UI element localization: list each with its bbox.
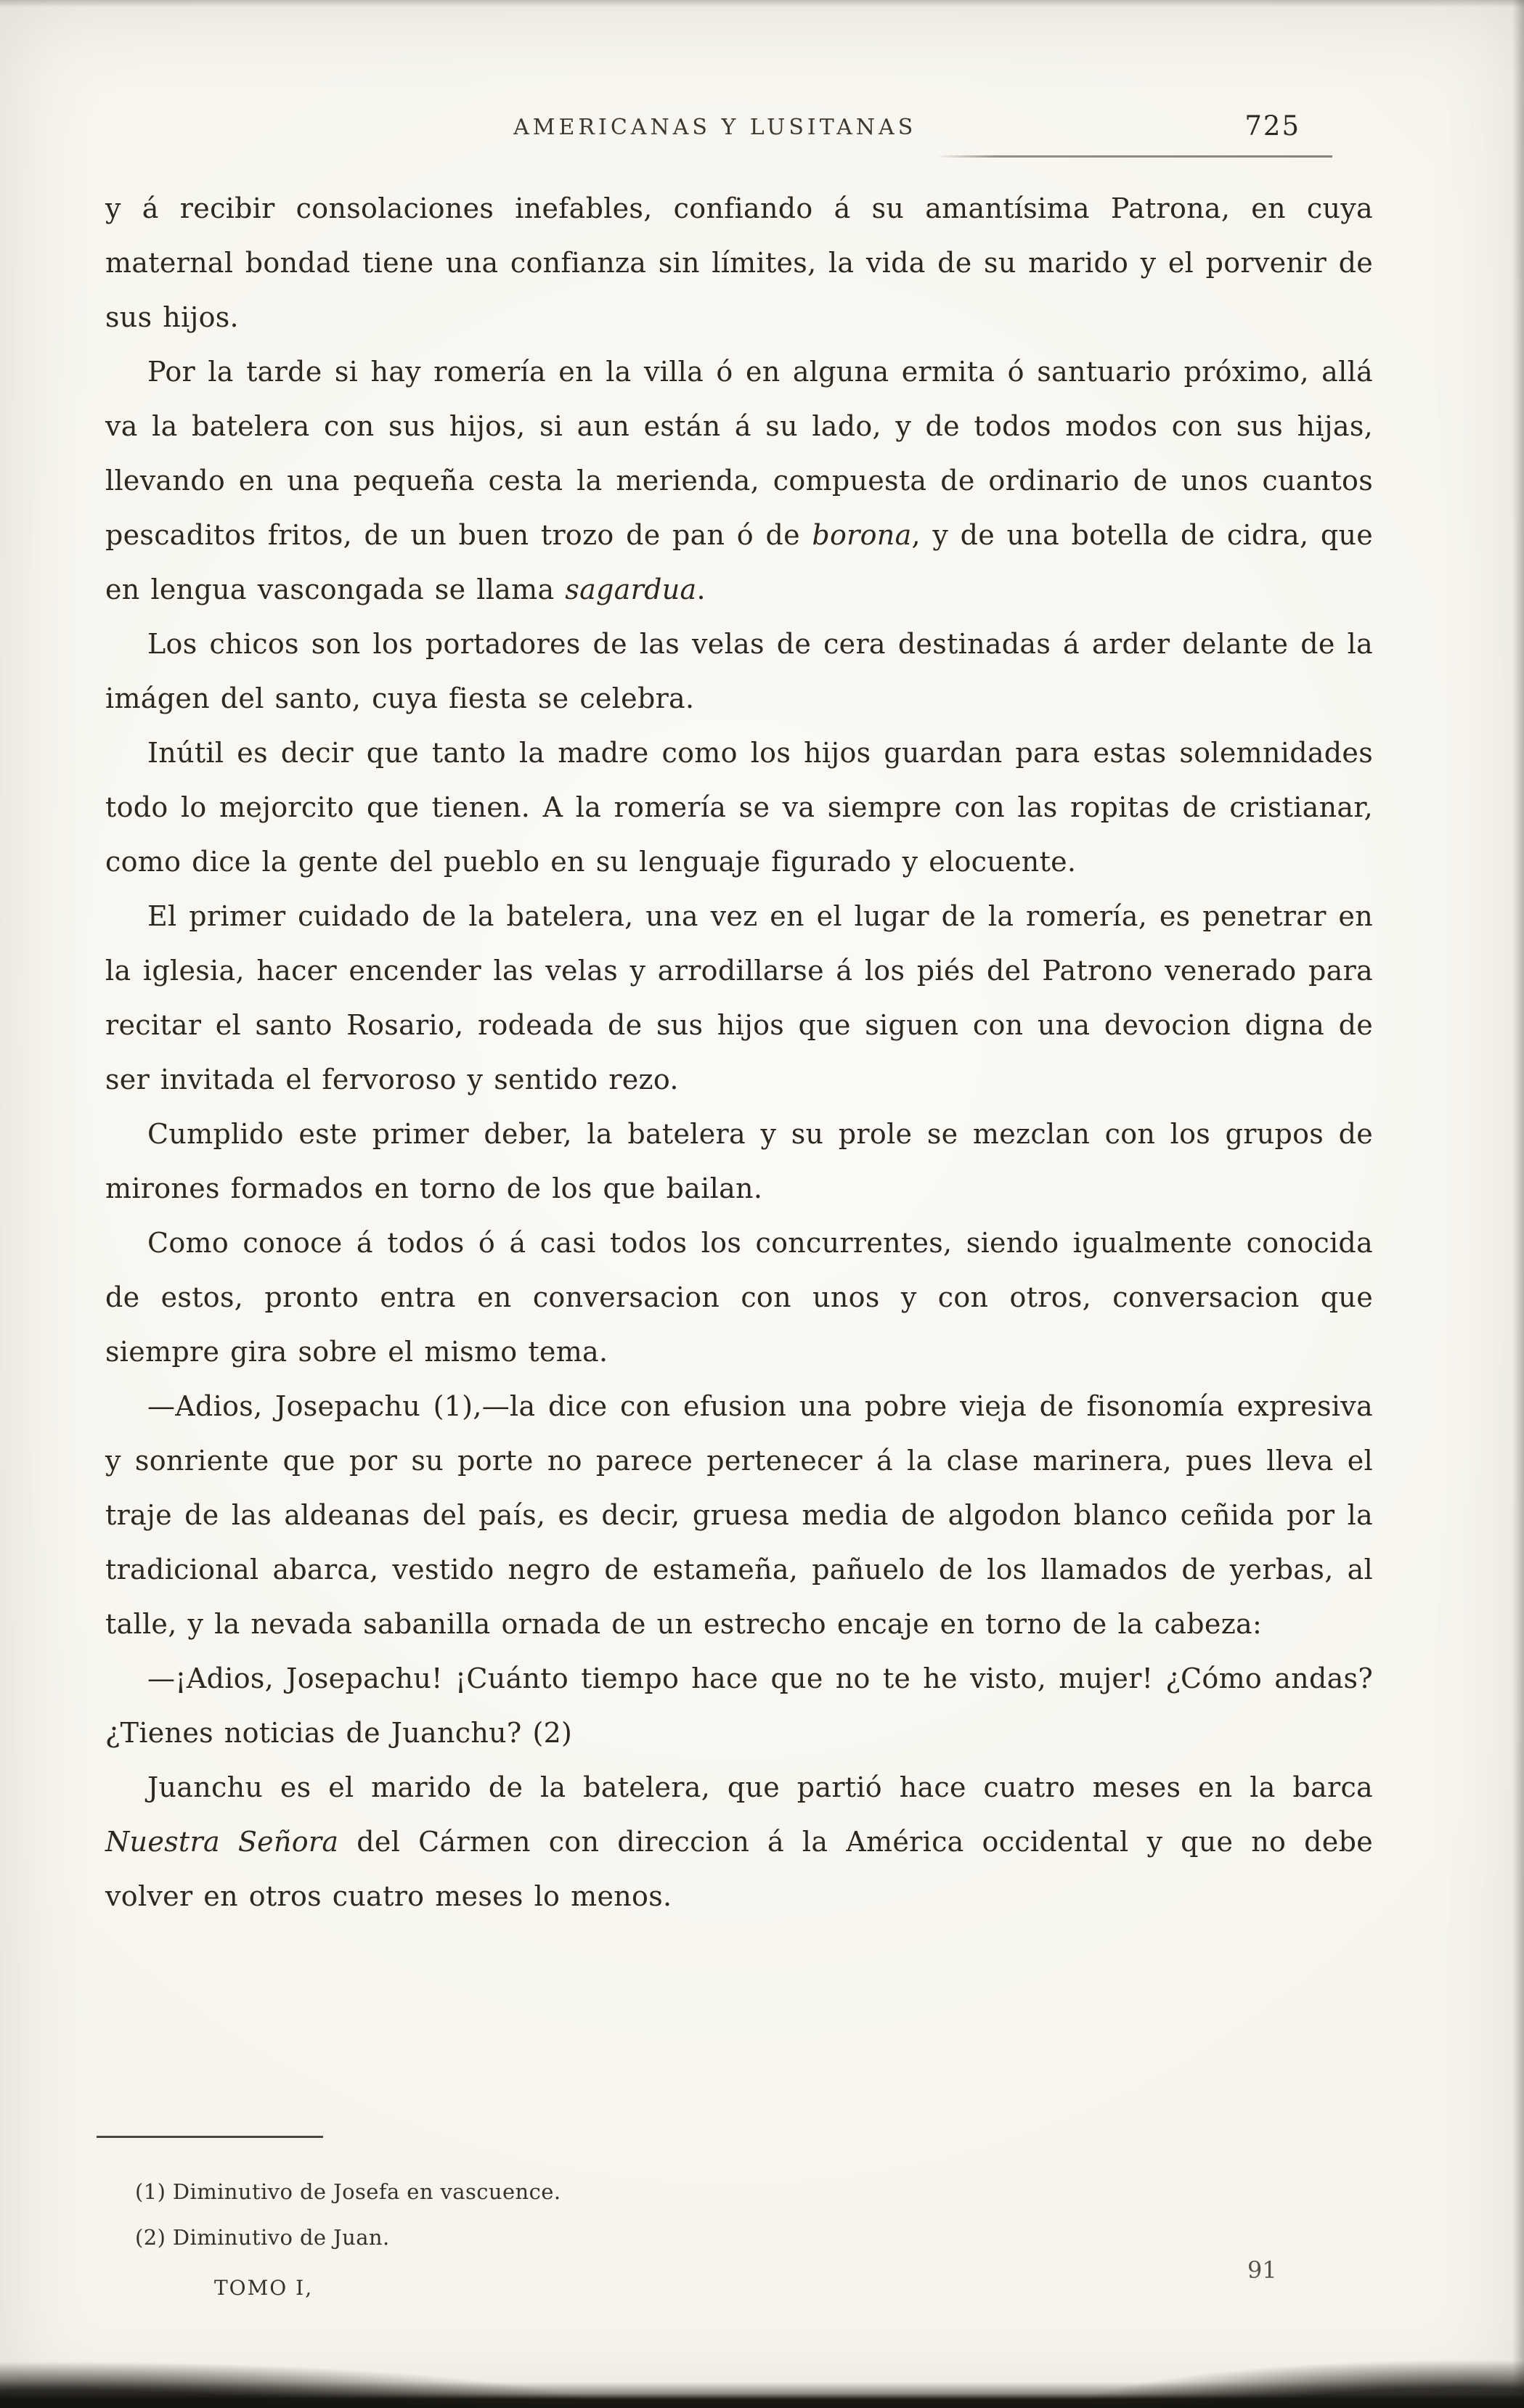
footer-volume-mark: TOMO I, — [214, 2276, 314, 2300]
page-header — [105, 110, 1373, 158]
body-text — [105, 181, 1373, 1924]
footnote: (2) Diminutivo de Juan. — [135, 2225, 390, 2250]
text-run: Como conoce á todos ó á casi todos los concurrentes, siendo igualmente conocida de estos, pronto entra en conversacion con unos y con otros, conversacion que siempre gira sobre el mismo tema. — [105, 1227, 1373, 1368]
scan-edge-top — [0, 0, 1524, 7]
paragraph — [105, 1652, 1373, 1760]
footnotes — [135, 2169, 561, 2261]
text-run: . — [696, 574, 706, 605]
italic-text-run: sagardua — [565, 574, 697, 605]
text-run: —¡Adios, Josepachu! ¡Cuánto tiempo hace que no te he visto, mujer! ¿Cómo andas? ¿Tienes noticias de Juanchu? (2) — [105, 1662, 1373, 1749]
text-run: Los chicos son los portadores de las velas de cera destinadas á arder delante de la imágen del santo, cuya fiesta se celebra. — [105, 628, 1373, 714]
header-rule — [937, 155, 1332, 158]
text-run: El primer cuidado de la batelera, una vez en el lugar de la romería, es penetrar en la iglesia, hacer encender las velas y arrodillarse á los piés del Patrono venerado para recitar el santo Rosario, rodeada de sus hijos que siguen con una devocion digna de ser invitada el fervoroso y sentido rezo. — [105, 900, 1373, 1095]
paragraph — [105, 1216, 1373, 1379]
paragraph — [105, 617, 1373, 726]
text-run: y á recibir consolaciones inefables, confiando á su amantísima Patrona, en cuya maternal bondad tiene una confianza sin límites, la vida de su marido y el porvenir de sus hijos. — [105, 192, 1373, 333]
footnote: (1) Diminutivo de Josefa en vascuence. — [135, 2179, 561, 2204]
text-run: Juanchu es el marido de la batelera, que partió hace cuatro meses en la barca — [147, 1771, 1373, 1803]
text-run: del Cármen con direccion á la América occidental y que no debe volver en otros cuatro meses lo menos. — [105, 1826, 1373, 1912]
text-run: Por la tarde si hay romería en la villa ó en alguna ermita ó santuario próximo, allá va la batelera con sus hijos, si aun están á su lado, y de todos modos con sus hijas, llevando en una pequeña cesta la merienda, compuesta de ordinario de unos cuantos pescaditos fritos, de un buen trozo de pan ó de — [105, 356, 1373, 551]
paragraph — [105, 1379, 1373, 1652]
text-run: , y de una botella de cidra, que en lengua vascongada se llama — [105, 519, 1374, 605]
footer-signature-number: 91 — [1247, 2256, 1277, 2284]
running-head-title: AMERICANAS Y LUSITANAS — [513, 115, 917, 140]
paragraph — [105, 1760, 1373, 1924]
paragraph — [105, 726, 1373, 889]
scan-edge-right — [1512, 0, 1524, 2408]
page-number: 725 — [1244, 110, 1300, 142]
footnote-rule — [97, 2136, 323, 2138]
paragraph — [105, 889, 1373, 1107]
text-run: —Adios, Josepachu (1),—la dice con efusion una pobre vieja de fisonomía expresiva y sonriente que por su porte no parece pertenecer á la clase marinera, pues lleva el traje de las aldeanas del país, es decir, gruesa media de algodon blanco ceñida por la tradicional abarca, vestido negro de estameña, pañuelo de los llamados de yerbas, al talle, y la nevada sabanilla ornada de un estrecho encaje en torno de la cabeza: — [105, 1390, 1373, 1640]
text-run: Cumplido este primer deber, la batelera y su prole se mezclan con los grupos de mirones formados en torno de los que bailan. — [105, 1118, 1373, 1204]
text-run: Inútil es decir que tanto la madre como los hijos guardan para estas solemnidades todo lo mejorcito que tienen. A la romería se va siempre con las ropitas de cristianar, como dice la gente del pueblo en su lenguaje figurado y elocuente. — [105, 737, 1373, 878]
paragraph — [105, 181, 1373, 345]
paragraph — [105, 345, 1373, 617]
italic-text-run: Nuestra Señora — [105, 1826, 339, 1858]
italic-text-run: borona — [812, 519, 912, 551]
paragraph — [105, 1107, 1373, 1216]
scan-edge-bottom — [0, 2357, 1524, 2408]
